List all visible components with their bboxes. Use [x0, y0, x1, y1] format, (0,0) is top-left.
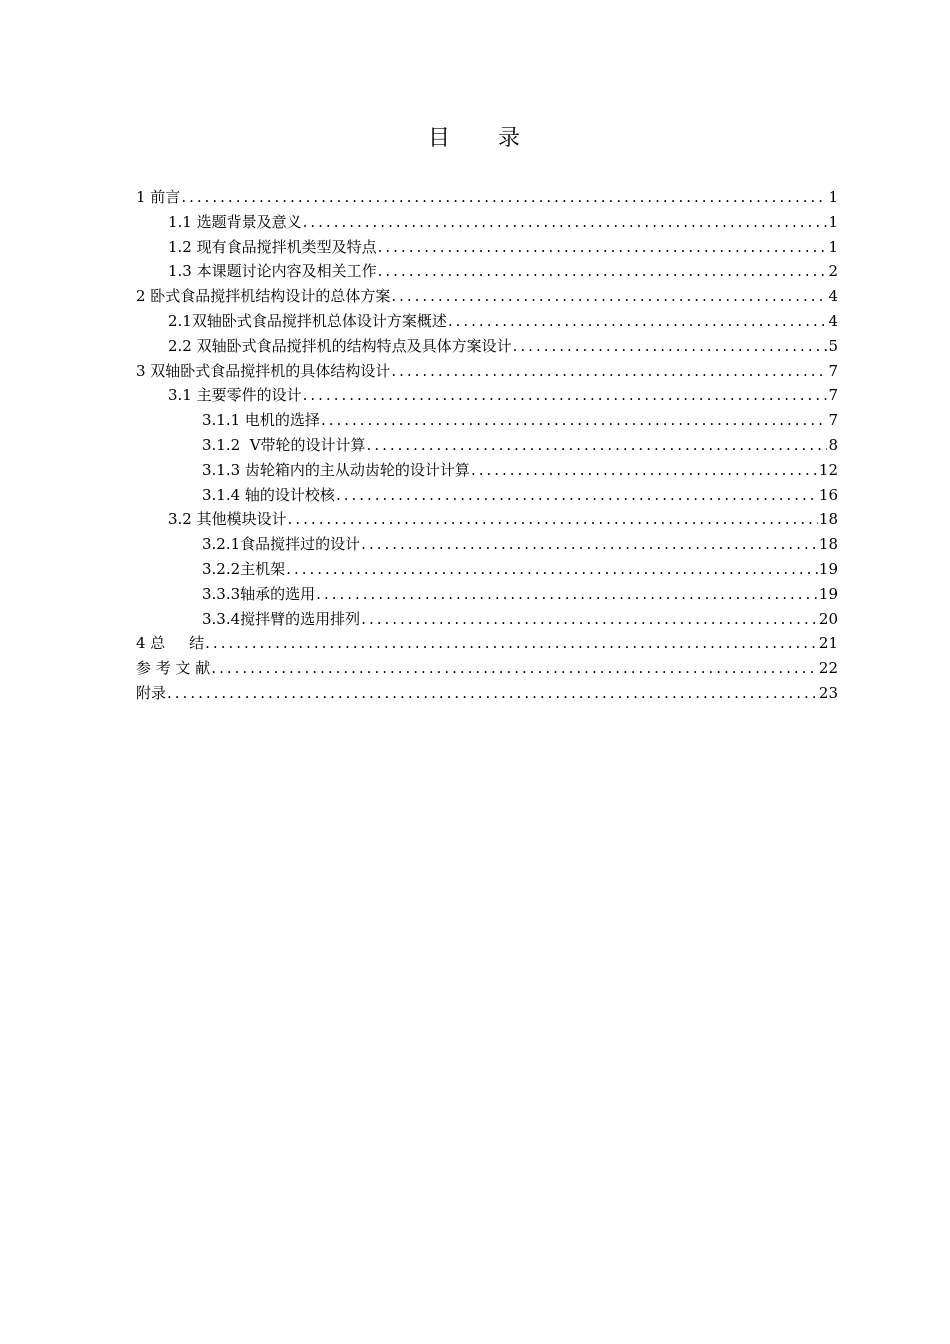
toc-entry-label: 2.2 双轴卧式食品搅拌机的结构特点及具体方案设计 [168, 336, 512, 355]
toc-entry[interactable] [136, 210, 838, 235]
toc-entry[interactable] [136, 458, 838, 483]
toc-entry[interactable] [136, 607, 838, 632]
toc-leader-dots [211, 656, 818, 681]
toc-entry-label: 3.1 主要零件的设计 [168, 386, 302, 405]
toc-leader-dots [361, 532, 818, 557]
toc-entry-label: 附录 [136, 683, 167, 702]
toc-leader-dots [336, 483, 818, 508]
toc-entry[interactable] [136, 582, 838, 607]
toc-entry-page: 7 [828, 361, 838, 380]
toc-entry-page: 4 [828, 287, 838, 306]
toc-leader-dots [181, 185, 827, 210]
toc-entry[interactable] [136, 433, 838, 458]
toc-leader-dots [321, 408, 827, 433]
toc-entry[interactable] [136, 557, 838, 582]
toc-entry-label: 3.1.4 轴的设计校核 [202, 485, 335, 504]
toc-entry-label: 1.2 现有食品搅拌机类型及特点 [168, 237, 377, 256]
toc-entry-label: 1 前言 [136, 188, 181, 206]
toc-entry[interactable] [136, 383, 838, 408]
toc-entry-page: 12 [818, 460, 838, 479]
toc-entry-page: 5 [828, 336, 838, 355]
toc-entry[interactable] [136, 259, 838, 284]
toc-entry-page: 7 [828, 411, 838, 430]
toc-entry-label: 3.1.2 V带轮的设计计算 [202, 435, 366, 454]
toc-entry-page: 23 [818, 683, 838, 702]
toc-entry-page: 1 [828, 212, 838, 231]
toc-leader-dots [205, 631, 818, 656]
toc-entry-page: 4 [828, 311, 838, 330]
page-title [0, 121, 950, 152]
toc-leader-dots [513, 334, 827, 359]
toc-entry[interactable] [136, 309, 838, 334]
toc-entry[interactable] [136, 483, 838, 508]
toc-entry-label: 2 卧式食品搅拌机结构设计的总体方案 [136, 287, 391, 306]
toc-leader-dots [361, 607, 818, 632]
toc-entry-page: 18 [818, 535, 838, 554]
toc-entry[interactable] [136, 532, 838, 557]
toc-entry[interactable] [136, 185, 838, 210]
toc-entry-page: 1 [828, 237, 838, 256]
toc-entry-label: 3.2 其他模块设计 [168, 510, 287, 529]
toc-entry-page: 19 [818, 559, 838, 578]
toc-leader-dots [367, 433, 827, 458]
toc-entry[interactable] [136, 631, 838, 656]
toc-entry[interactable] [136, 507, 838, 532]
toc-entry-page: 16 [818, 485, 838, 504]
toc-entry-page: 20 [818, 609, 838, 628]
toc-entry[interactable] [136, 284, 838, 309]
toc-entry-label: 4 总 结 [136, 634, 205, 653]
toc-leader-dots [391, 284, 827, 309]
toc-leader-dots [288, 507, 818, 532]
toc-leader-dots [303, 383, 827, 408]
toc-entry-page: 22 [818, 659, 838, 678]
toc-leader-dots [391, 359, 827, 384]
toc-entry-label: 3.2.2主机架 [202, 559, 286, 578]
table-of-contents [136, 185, 838, 706]
toc-entry-page: 7 [828, 386, 838, 405]
toc-entry[interactable] [136, 334, 838, 359]
toc-entry-label: 2.1双轴卧式食品搅拌机总体设计方案概述 [168, 311, 447, 330]
page-title-right: 录 [498, 126, 523, 151]
toc-entry-page: 18 [818, 510, 838, 529]
toc-entry-label: 3 双轴卧式食品搅拌机的具体结构设计 [136, 361, 391, 380]
toc-leader-dots [286, 557, 818, 582]
toc-entry-page: 1 [828, 188, 838, 206]
toc-entry[interactable] [136, 408, 838, 433]
toc-leader-dots [448, 309, 827, 334]
toc-entry[interactable] [136, 359, 838, 384]
toc-entry-label: 参 考 文 献 [136, 659, 211, 678]
toc-leader-dots [378, 259, 827, 284]
toc-entry[interactable] [136, 681, 838, 706]
toc-entry-page: 19 [818, 584, 838, 603]
toc-entry-page: 2 [828, 262, 838, 281]
toc-entry-page: 21 [818, 634, 838, 653]
toc-entry-label: 3.2.1食品搅拌过的设计 [202, 535, 361, 554]
toc-leader-dots [316, 582, 818, 607]
page-title-left: 目 [427, 126, 452, 151]
toc-entry-label: 1.1 选题背景及意义 [168, 212, 302, 231]
toc-entry[interactable] [136, 656, 838, 681]
toc-leader-dots [303, 210, 827, 235]
toc-entry-label: 3.1.3 齿轮箱内的主从动齿轮的设计计算 [202, 460, 470, 479]
toc-entry[interactable] [136, 235, 838, 260]
toc-entry-page: 8 [828, 435, 838, 454]
toc-leader-dots [378, 235, 827, 260]
toc-leader-dots [167, 681, 818, 706]
toc-entry-label: 1.3 本课题讨论内容及相关工作 [168, 262, 377, 281]
toc-entry-label: 3.1.1 电机的选择 [202, 411, 320, 430]
toc-entry-label: 3.3.4搅拌臂的选用排列 [202, 609, 361, 628]
toc-entry-label: 3.3.3轴承的选用 [202, 584, 316, 603]
toc-leader-dots [471, 458, 818, 483]
